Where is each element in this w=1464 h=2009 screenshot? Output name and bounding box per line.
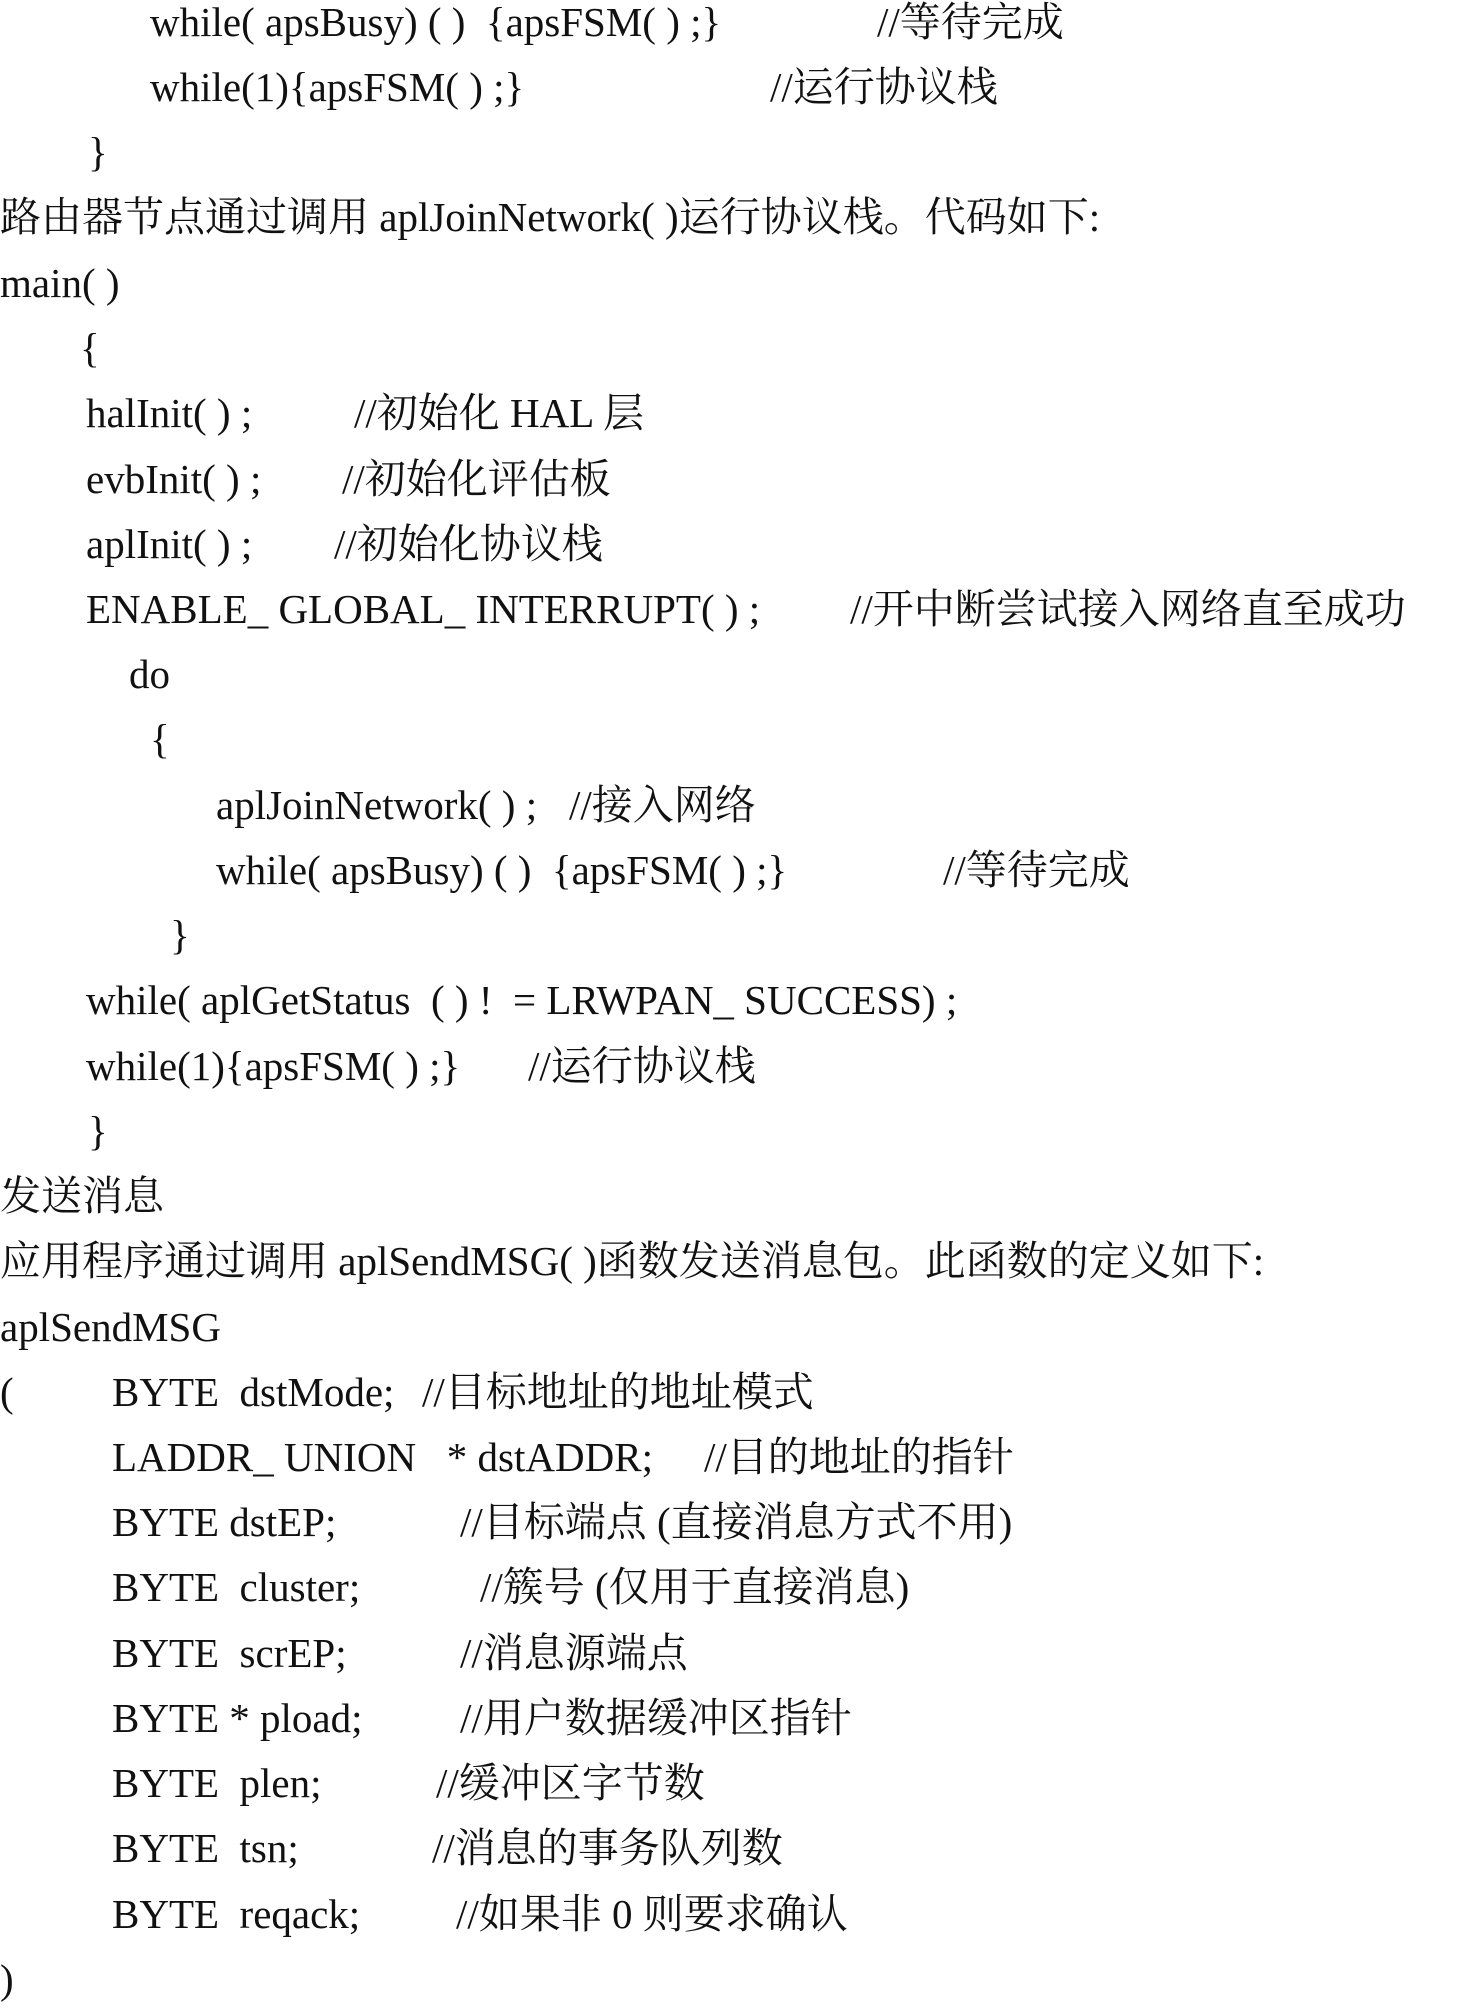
code-text: BYTE * pload; <box>112 1695 363 1741</box>
code-text: aplSendMSG <box>0 1304 221 1350</box>
code-text: } <box>88 129 108 175</box>
code-comment: //目标地址的地址模式 <box>422 1369 814 1415</box>
code-text: LADDR_ UNION * dstADDR; <box>112 1434 653 1480</box>
code-text: BYTE tsn; <box>112 1825 299 1871</box>
code-text: ( <box>0 1369 14 1415</box>
code-comment: //等待完成 <box>943 847 1130 893</box>
code-text: aplJoinNetwork( ) ; <box>216 782 538 828</box>
code-comment: //等待完成 <box>877 0 1064 45</box>
paragraph-text: 路由器节点通过调用 aplJoinNetwork( )运行协议栈。代码如下: <box>0 194 1101 240</box>
code-text: evbInit( ) ; <box>86 456 262 502</box>
code-text: main( ) <box>0 260 120 306</box>
code-line <box>112 1820 783 1876</box>
section-heading <box>0 1168 164 1224</box>
code-line <box>112 1429 1014 1485</box>
code-text: while(1){apsFSM( ) ;} <box>150 64 525 110</box>
code-comment: //用户数据缓冲区指针 <box>460 1695 852 1741</box>
code-line <box>150 0 1064 50</box>
code-text: BYTE cluster; <box>112 1564 361 1610</box>
code-comment: //消息的事务队列数 <box>432 1825 783 1871</box>
code-text: while( apsBusy) ( ) {apsFSM( ) ;} <box>150 0 722 45</box>
code-text: BYTE scrEP; <box>112 1630 347 1676</box>
code-line <box>80 320 100 376</box>
code-comment: //初始化协议栈 <box>334 521 603 567</box>
code-text: } <box>170 912 190 958</box>
code-line <box>88 1103 108 1159</box>
code-text: aplInit( ) ; <box>86 521 253 567</box>
code-line <box>150 711 170 767</box>
code-line <box>0 1951 14 2007</box>
paragraph <box>0 189 1100 245</box>
code-line <box>112 1755 705 1811</box>
paragraph <box>0 1233 1264 1289</box>
code-line <box>86 451 611 507</box>
code-text: { <box>80 325 100 371</box>
code-line <box>170 907 190 963</box>
code-line <box>86 516 603 572</box>
code-line <box>112 1690 852 1746</box>
code-line <box>112 1364 814 1420</box>
code-line <box>86 581 1406 637</box>
code-comment: //目标端点 (直接消息方式不用) <box>460 1499 1013 1545</box>
code-text: { <box>150 716 170 762</box>
code-line <box>112 1494 1013 1550</box>
code-line <box>0 1299 221 1355</box>
code-line <box>112 1625 688 1681</box>
code-line <box>86 972 957 1028</box>
paragraph-text: 应用程序通过调用 aplSendMSG( )函数发送消息包。此函数的定义如下: <box>0 1238 1265 1284</box>
code-text: do <box>129 651 170 697</box>
code-line <box>112 1559 910 1615</box>
code-line <box>86 385 645 441</box>
section-heading-text: 发送消息 <box>0 1173 164 1219</box>
code-comment: //如果非 0 则要求确认 <box>456 1891 848 1937</box>
code-line <box>129 646 170 702</box>
code-text: BYTE plen; <box>112 1760 322 1806</box>
code-comment: //消息源端点 <box>460 1630 688 1676</box>
code-text: while( aplGetStatus ( ) ! = LRWPAN_ SUCCESS) ; <box>86 977 958 1023</box>
code-comment: //初始化评估板 <box>342 456 611 502</box>
code-comment: //接入网络 <box>569 782 756 828</box>
code-text: BYTE reqack; <box>112 1891 361 1937</box>
code-line <box>88 124 108 180</box>
code-text: while(1){apsFSM( ) ;} <box>86 1043 461 1089</box>
code-line <box>0 1364 14 1420</box>
code-line <box>216 777 756 833</box>
code-comment: //开中断尝试接入网络直至成功 <box>850 586 1406 632</box>
code-text: while( apsBusy) ( ) {apsFSM( ) ;} <box>216 847 788 893</box>
code-text: halInit( ) ; <box>86 390 253 436</box>
code-comment: //运行协议栈 <box>770 64 998 110</box>
code-line <box>112 1886 848 1942</box>
code-comment: //簇号 (仅用于直接消息) <box>480 1564 910 1610</box>
code-comment: //目的地址的指针 <box>704 1434 1014 1480</box>
code-text: ENABLE_ GLOBAL_ INTERRUPT( ) ; <box>86 586 761 632</box>
code-text: } <box>88 1108 108 1154</box>
code-line <box>216 842 1130 898</box>
code-text: ) <box>0 1956 14 2002</box>
code-line <box>150 59 998 115</box>
code-text: BYTE dstMode; <box>112 1369 395 1415</box>
code-line <box>86 1038 756 1094</box>
code-comment: //运行协议栈 <box>528 1043 756 1089</box>
code-text: BYTE dstEP; <box>112 1499 337 1545</box>
code-comment: //缓冲区字节数 <box>436 1760 705 1806</box>
code-line <box>0 255 120 311</box>
code-comment: //初始化 HAL 层 <box>354 390 645 436</box>
